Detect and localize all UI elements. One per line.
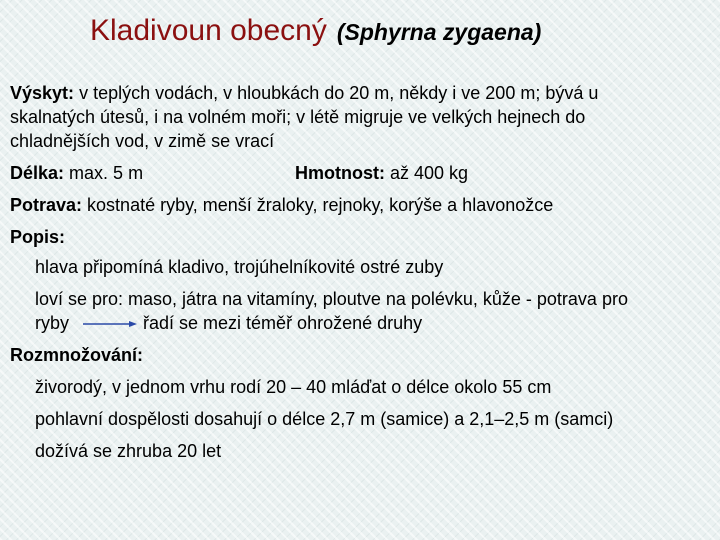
popis-line-1: hlava připomíná kladivo, trojúhelníkovité ostré zuby: [35, 257, 444, 277]
vyskyt-text-2: skalnatých útesů, i na volném moři; v létě migruje ve velkých hejnech do: [10, 107, 586, 127]
delka-value: max. 5 m: [69, 163, 144, 183]
potrava-label: Potrava:: [10, 195, 83, 215]
vyskyt-text-1: v teplých vodách, v hloubkách do 20 m, někdy i ve 200 m; bývá u: [79, 83, 599, 103]
delka-row: [10, 162, 143, 184]
popis-line-2b: [35, 312, 422, 334]
arrow-right-icon: [83, 319, 137, 329]
hmotnost-value: až 400 kg: [390, 163, 469, 183]
rozmnozovani-label: Rozmnožování:: [10, 345, 143, 365]
rozmnozovani-line-1: živorodý, v jednom vrhu rodí 20 – 40 mláďat o délce okolo 55 cm: [35, 377, 552, 397]
popis-line-2a: loví se pro: maso, játra na vitamíny, ploutve na polévku, kůže - potrava pro: [35, 289, 628, 309]
hmotnost-label: Hmotnost:: [295, 163, 385, 183]
rozmnozovani-line-3: dožívá se zhruba 20 let: [35, 441, 222, 461]
popis-line-2b-end: řadí se mezi téměř ohrožené druhy: [143, 313, 423, 333]
popis-line-2b-start: ryby: [35, 313, 70, 333]
vyskyt-text-3: chladnějších vod, v zimě se vrací: [10, 131, 275, 151]
potrava-row: [10, 194, 553, 216]
rozmnozovani-line-2: pohlavní dospělosti dosahují o délce 2,7 m (samice) a 2,1–2,5 m (samci): [35, 409, 614, 429]
delka-label: Délka:: [10, 163, 65, 183]
vyskyt-label: Výskyt:: [10, 83, 75, 103]
vyskyt-line-1: [10, 82, 598, 104]
popis-label: Popis:: [10, 227, 66, 247]
hmotnost-row: [295, 162, 468, 184]
title-latin-name: (Sphyrna zygaena): [336, 19, 542, 45]
slide-title: [90, 14, 690, 48]
potrava-value: kostnaté ryby, menší žraloky, rejnoky, korýše a hlavonožce: [87, 195, 554, 215]
title-common-name: Kladivoun obecný: [90, 14, 327, 47]
